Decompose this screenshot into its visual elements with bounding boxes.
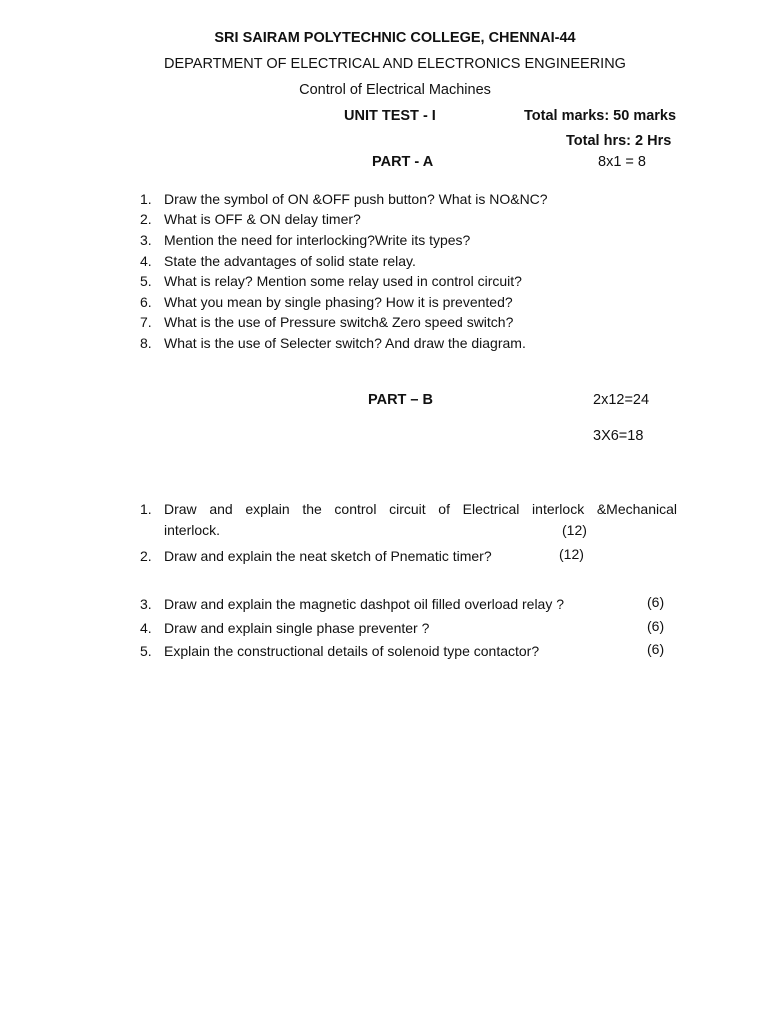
list-item: 5. What is relay? Mention some relay used in control circuit? xyxy=(140,273,522,289)
list-item: 4. Draw and explain single phase preventer ? xyxy=(140,620,430,636)
part-b-marks-long: 2x12=24 xyxy=(593,392,650,408)
list-item: 2. Draw and explain the neat sketch of Pnematic timer? xyxy=(140,548,492,564)
question-marks: (12) xyxy=(559,546,584,562)
total-marks: Total marks: 50 marks xyxy=(524,108,677,124)
list-item: 8. What is the use of Selecter switch? And draw the diagram. xyxy=(140,335,526,351)
list-item: 3. Draw and explain the magnetic dashpot oil filled overload relay ? xyxy=(140,596,565,612)
part-b-title: PART – B xyxy=(368,392,433,408)
part-b-marks-short: 3X6=18 xyxy=(593,428,644,444)
part-a-title: PART - A xyxy=(372,154,434,170)
subject-name: Control of Electrical Machines xyxy=(299,82,491,98)
question-marks: (12) xyxy=(562,522,587,538)
list-item: 6. What you mean by single phasing? How it is prevented? xyxy=(140,294,513,310)
list-item: 2. What is OFF & ON delay timer? xyxy=(140,211,361,227)
list-item: 3. Mention the need for interlocking?Write its types? xyxy=(140,232,471,248)
total-hours: Total hrs: 2 Hrs xyxy=(566,133,672,149)
question-continuation: interlock. xyxy=(164,522,221,538)
question-marks: (6) xyxy=(647,618,665,634)
list-item: 1. Draw and explain the control circuit of Electrical interlock &Mechanical xyxy=(140,501,677,517)
question-marks: (6) xyxy=(647,641,665,657)
list-item: 4. State the advantages of solid state relay. xyxy=(140,253,416,269)
college-name: SRI SAIRAM POLYTECHNIC COLLEGE, CHENNAI-44 xyxy=(214,30,576,46)
list-item: 7. What is the use of Pressure switch& Zero speed switch? xyxy=(140,314,514,330)
list-item: 5. Explain the constructional details of solenoid type contactor? xyxy=(140,643,540,659)
list-item: 1. Draw the symbol of ON &OFF push button? What is NO&NC? xyxy=(140,191,548,207)
test-name: UNIT TEST - I xyxy=(344,108,436,124)
part-a-marks: 8x1 = 8 xyxy=(598,154,646,170)
department-name: DEPARTMENT OF ELECTRICAL AND ELECTRONICS ENGINEERING xyxy=(164,56,626,72)
question-marks: (6) xyxy=(647,594,665,610)
